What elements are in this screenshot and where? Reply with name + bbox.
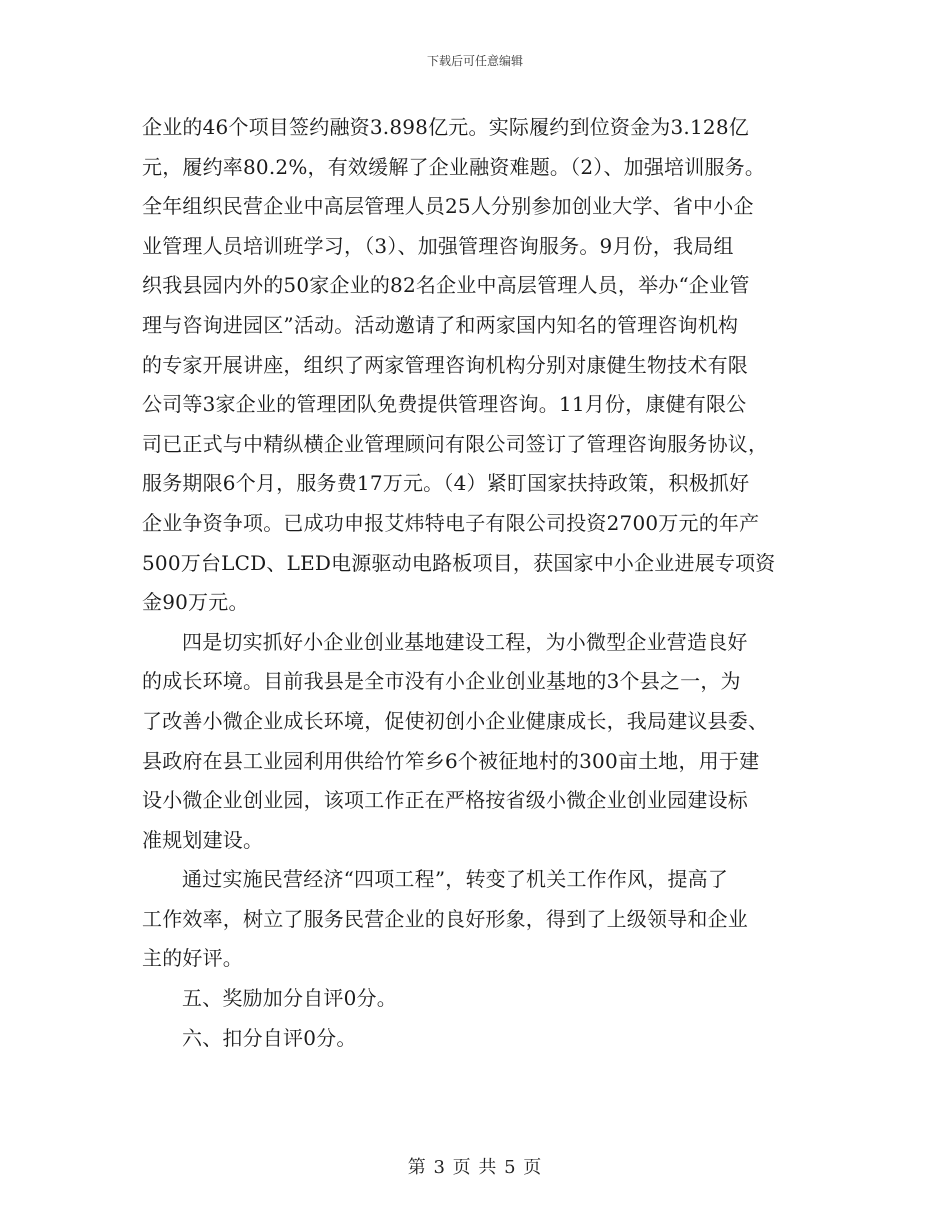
body-line: 企业的46个项目签约融资3.898亿元。实际履约到位资金为3.128亿 [142,115,749,139]
page-number-footer: 第 3 页 共 5 页 [407,1157,543,1178]
page-header-note: 下载后可任意编辑 [426,54,523,68]
body-line: 县政府在县工业园利用供给竹笮乡6个被征地村的300亩土地，用于建 [142,748,760,773]
body-line: 业管理人员培训班学习，（3）、加强管理咨询服务。9月份，我局组 [142,233,734,258]
body-line: 主的好评。 [142,946,243,971]
body-line: 全年组织民营企业中高层管理人员25人分别参加创业大学、省中小企 [142,194,754,219]
paragraph-first-line: 六、扣分自评0分。 [182,1025,357,1050]
paragraph-first-line: 四是切实抓好小企业创业基地建设工程，为小微型企业营造良好 [182,629,748,654]
body-line: 金90万元。 [142,590,249,615]
body-line: 准规划建设。 [142,827,264,852]
body-line: 公司等3家企业的管理团队免费提供管理咨询。11月份，康健有限公 [142,392,747,417]
body-line: 设小微企业创业园，该项工作正在严格按省级小微企业创业园建设标 [142,788,748,813]
body-line: 了改善小微企业成长环境，促使初创小企业健康成长，我局建议县委、 [142,708,769,733]
paragraph-first-line: 通过实施民营经济“四项工程”，转变了机关工作作风，提高了 [182,867,729,892]
body-line: 织我县园内外的50家企业的82名企业中高层管理人员，举办“企业管 [142,273,750,298]
body-line: 元，履约率80.2%，有效缓解了企业融资难题。（2）、加强培训服务。 [142,154,766,179]
body-line: 司已正式与中精纵横企业管理顾问有限公司签订了管理咨询服务协议， [142,431,769,456]
body-line: 企业争资争项。已成功申报艾炜特电子有限公司投资2700万元的年产 [142,510,760,535]
body-line: 的专家开展讲座，组织了两家管理咨询机构分别对康健生物技术有限 [142,352,748,377]
body-line: 工作效率，树立了服务民营企业的良好形象，得到了上级领导和企业 [142,906,748,931]
body-line: 理与咨询进园区”活动。活动邀请了和两家国内知名的管理咨询机构 [142,312,739,337]
paragraph-first-line: 五、奖励加分自评0分。 [182,986,397,1011]
body-line: 服务期限6个月，服务费17万元。（4）紧盯国家扶持政策，积极抓好 [142,471,750,496]
body-line: 的成长环境。目前我县是全市没有小企业创业基地的3个县之一，为 [142,669,741,694]
body-line: 500万台LCD、LED电源驱动电路板项目，获国家中小企业进展专项资 [142,550,776,575]
document-body [142,108,810,1058]
